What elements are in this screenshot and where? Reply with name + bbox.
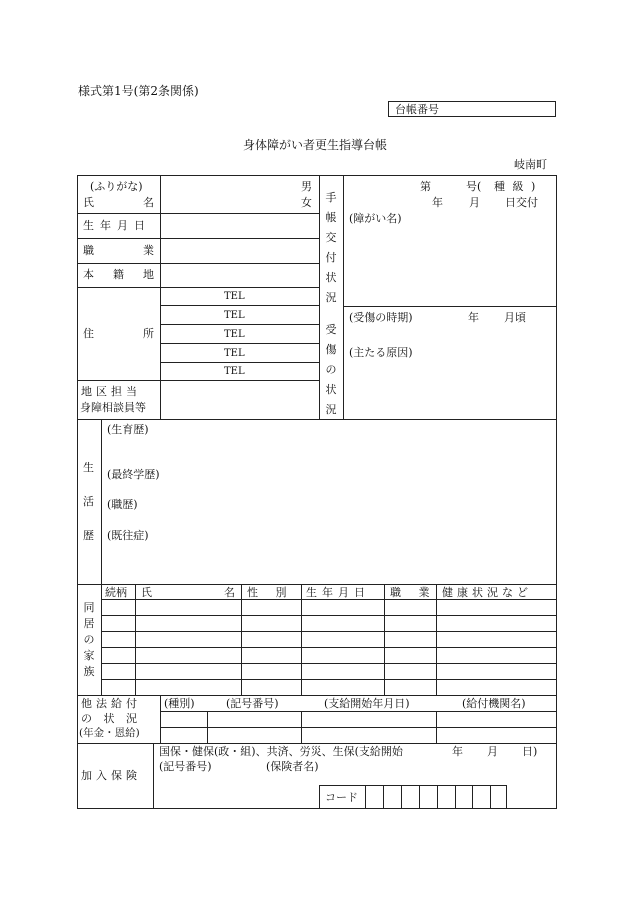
injury-month-label: 月頃: [504, 311, 526, 324]
benefits-label-line3: (年金・恩給): [79, 727, 140, 739]
main-cause-label: (主たる原因): [349, 346, 413, 359]
family-header-job: 職 業: [390, 586, 430, 599]
handbook-issued-label: 日交付: [505, 196, 538, 209]
furigana-label: (ふりがな): [90, 180, 143, 193]
insurance-start-year-label: 年: [452, 745, 463, 758]
sex-male-option[interactable]: 男: [301, 180, 312, 193]
insurance-types-line: 国保・健保(政・組)、共済、労災、生保(支給開始: [159, 745, 403, 758]
life-history-label-char: 生: [83, 461, 94, 474]
name-label-char1: 氏: [83, 196, 94, 209]
tel-label-4: TEL: [224, 348, 245, 359]
tel-label-5: TEL: [224, 366, 245, 377]
ledger-number-label: 台帳番号: [395, 103, 439, 116]
insurance-start-day-label: 日): [522, 745, 538, 758]
birthdate-field[interactable]: [161, 214, 318, 237]
handbook-month-label: 月: [469, 196, 480, 209]
family-header-birthdate: 生年月日: [306, 586, 370, 599]
family-header-relation: 続柄: [105, 586, 127, 599]
domicile-label-char1: 本: [83, 268, 94, 281]
domicile-label-char3: 地: [143, 268, 154, 281]
domicile-label-char2: 籍: [113, 268, 124, 281]
injury-status-label: 受傷の状況: [325, 323, 337, 416]
benefits-type-label: (種別): [164, 697, 195, 710]
benefits-label-line1: 他法給付: [81, 697, 141, 710]
medical-history-label: (既往症): [107, 529, 149, 542]
life-history-label-char: 歴: [83, 529, 94, 542]
address-label-char2: 所: [143, 327, 154, 340]
handbook-number-suffix: 号(: [466, 180, 482, 193]
upbringing-label: (生育歴): [107, 423, 149, 436]
family-header-name-char2: 名: [224, 586, 235, 599]
ledger-number-box[interactable]: [388, 101, 556, 117]
sex-female-option[interactable]: 女: [301, 196, 312, 209]
disability-name-label: (障がい名): [349, 212, 402, 225]
handbook-grade-label: 種 級 ): [494, 180, 538, 193]
injury-time-label: (受傷の時期): [349, 311, 413, 324]
code-digit-fields[interactable]: [366, 786, 506, 808]
injury-year-label: 年: [468, 311, 479, 324]
town-name: 岐南町: [514, 158, 547, 171]
district-label-line1: 地区担当: [81, 385, 141, 398]
code-label: コード: [325, 791, 358, 804]
occupation-label-char1: 職: [83, 244, 94, 257]
page-title: 身体障がい者更生指導台帳: [242, 138, 387, 152]
benefits-record-number-label: (記号番号): [226, 697, 279, 710]
work-history-label: (職歴): [107, 498, 138, 511]
family-header-sex: 性 別: [247, 586, 287, 599]
domicile-field[interactable]: [161, 264, 318, 286]
handbook-year-label: 年: [432, 196, 443, 209]
address-label-char1: 住: [83, 327, 94, 340]
tel-label-2: TEL: [224, 310, 245, 321]
insurance-insurer-label: (保険者名): [266, 760, 319, 773]
family-header-health: 健康状況など: [442, 586, 532, 599]
education-label: (最終学歴): [107, 468, 160, 481]
handbook-status-label: 手帳交付状況: [325, 191, 337, 304]
insurance-record-number-label: (記号番号): [159, 760, 212, 773]
family-label: 同居の家族: [83, 601, 95, 678]
occupation-label-char2: 業: [143, 244, 154, 257]
form-number: 様式第1号(第2条関係): [78, 84, 199, 98]
benefits-label-line2: の 状 況: [81, 712, 137, 725]
benefits-start-date-label: (支給開始年月日): [324, 697, 410, 710]
occupation-field[interactable]: [161, 239, 318, 262]
life-history-field[interactable]: [102, 440, 556, 583]
handbook-number-prefix: 第: [420, 180, 431, 193]
benefits-agency-label: (給付機関名): [462, 697, 526, 710]
tel-label-3: TEL: [224, 329, 245, 340]
district-label-line2: 身障相談員等: [80, 401, 146, 414]
district-counselor-field[interactable]: [161, 381, 318, 418]
insurance-label: 加入保険: [81, 769, 141, 782]
insurance-start-month-label: 月: [487, 745, 498, 758]
name-label-char2: 名: [143, 196, 154, 209]
family-header-name-char1: 氏: [141, 586, 152, 599]
life-history-label-char: 活: [83, 495, 94, 508]
birthdate-label: 生年月日: [83, 219, 151, 232]
tel-label-1: TEL: [224, 291, 245, 302]
name-field[interactable]: [161, 176, 318, 213]
